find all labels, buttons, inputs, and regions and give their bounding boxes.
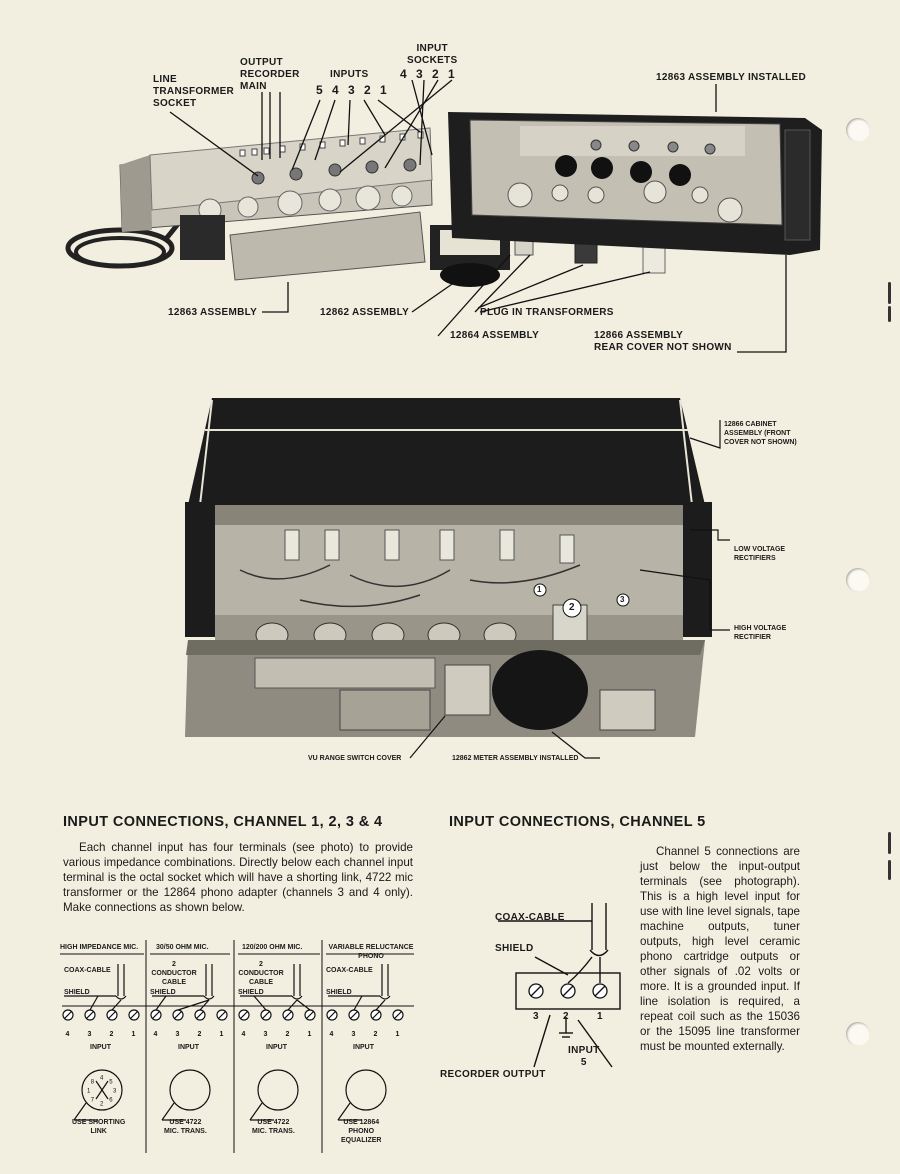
shield-label-1: SHIELD	[64, 989, 90, 996]
label-rectifier: RECTIFIER	[734, 634, 771, 641]
paragraph-channel-1-4: Each channel input has four terminals (see photo) to provide various impedance combinations. Directly below each channel input terminal is the octal socket which will have a shorting link, 4722 mic transformer or the 12864 phono adapter (channels 3 and 4 only). Make connections as shown below.	[63, 841, 413, 914]
label-sockets: SOCKETS	[407, 55, 458, 66]
label-12866-cabinet	[724, 420, 797, 447]
wire-to-terminal	[156, 996, 166, 1010]
octal-socket	[170, 1070, 210, 1110]
socket-pin-number: 7	[90, 1097, 95, 1104]
label-recorder: RECORDER	[240, 69, 300, 80]
heading-channel-1-4: INPUT CONNECTIONS, CHANNEL 1, 2, 3 & 4	[63, 814, 383, 830]
socket-pin-number: 5	[109, 1079, 113, 1086]
input-label-3: INPUT	[266, 1044, 287, 1051]
heading-channel-5: INPUT CONNECTIONS, CHANNEL 5	[449, 814, 706, 830]
cable-end	[204, 996, 214, 999]
input-label-4: INPUT	[353, 1044, 374, 1051]
wire-to-terminal	[297, 1000, 310, 1010]
diagram-title-1: HIGH IMPEDANCE MIC.	[60, 944, 139, 951]
photo-cabinet-illustration	[0, 390, 900, 770]
use-1-line1: USE SHORTING	[72, 1119, 126, 1126]
terminal-number: 2	[373, 1031, 378, 1038]
use-label-1	[72, 1118, 125, 1136]
socket-pin-number: 6	[109, 1097, 113, 1104]
label-cabinet-line3: COVER NOT SHOWN)	[724, 439, 797, 446]
cable-label-3: 2 CONDUCTOR CABLE	[238, 961, 284, 986]
ch5-recorder-output: RECORDER OUTPUT	[440, 1069, 546, 1080]
label-vu-range-switch-cover: VU RANGE SWITCH COVER	[308, 755, 402, 762]
ch5-shield-label: SHIELD	[495, 943, 534, 954]
label-12862-assembly: 12862 ASSEMBLY	[320, 307, 410, 318]
diagram-title-4: VARIABLE RELUCTANCE PHONO	[328, 944, 414, 960]
label-12866-assembly	[594, 330, 732, 354]
use-3-line1: USE 4722	[257, 1119, 290, 1126]
label-cabinet-line1: 12866 CABINET	[724, 421, 777, 428]
ch5-terminal-2: 2	[563, 1011, 569, 1022]
ch5-cable-label: COAX-CABLE	[495, 912, 565, 923]
ch5-terminal-3: 3	[533, 1011, 539, 1022]
socket-pin-number: 2	[100, 1101, 104, 1108]
label-12863-assembly-installed: 12863 ASSEMBLY INSTALLED	[656, 72, 807, 83]
wire-to-terminal	[254, 996, 266, 1010]
label-rectifiers: RECTIFIERS	[734, 555, 776, 562]
terminal-number: 4	[153, 1031, 158, 1038]
label-low-voltage: LOW VOLTAGE	[734, 546, 786, 553]
diagram-title-3: 120/200 OHM MIC.	[242, 944, 303, 951]
shield-label-3: SHIELD	[238, 989, 264, 996]
terminal-number: 4	[241, 1031, 246, 1038]
label-rear-cover: REAR COVER NOT SHOWN	[594, 342, 732, 353]
wire-to-terminal	[354, 996, 362, 1010]
socket-pin-number: 3	[113, 1088, 117, 1095]
label-cabinet-line2: ASSEMBLY (FRONT	[724, 430, 791, 437]
ch5-input-number: 5	[580, 1057, 587, 1068]
terminal-number: 3	[87, 1031, 92, 1038]
wire-to-terminal	[376, 1000, 385, 1010]
wire-to-terminal	[112, 1000, 121, 1010]
use-4-line3: EQUALIZER	[341, 1137, 382, 1144]
photo-equipment-assemblies	[0, 0, 900, 360]
terminal-number: 3	[263, 1031, 268, 1038]
ch5-input-text: INPUT	[568, 1045, 600, 1056]
cable-end	[116, 996, 126, 999]
shield-label-2: SHIELD	[150, 989, 176, 996]
margin-mark	[888, 860, 891, 880]
label-input-sockets	[407, 43, 457, 67]
octal-socket	[258, 1070, 298, 1110]
use-2-line2: MIC. TRANS.	[164, 1128, 207, 1135]
cable-label-4: COAX-CABLE	[326, 967, 373, 974]
label-transformer: TRANSFORMER	[153, 86, 235, 97]
photo-open-cabinet	[0, 390, 900, 770]
cable-end	[380, 996, 390, 999]
socket-pin-number: 8	[90, 1079, 95, 1086]
terminal-number: 1	[131, 1031, 136, 1038]
terminal-number: 1	[307, 1031, 312, 1038]
label-12863-assembly: 12863 ASSEMBLY	[168, 307, 258, 318]
wire-to-terminal	[288, 1000, 297, 1010]
terminal-number: 4	[65, 1031, 70, 1038]
callout-1: 1	[537, 585, 542, 594]
cable-label-1: COAX-CABLE	[64, 967, 111, 974]
callout-2: 2	[569, 602, 575, 613]
terminal-number: 4	[329, 1031, 334, 1038]
label-input-socket-numbers: 4 3 2 1	[400, 67, 458, 81]
label-plug-in-transformers: PLUG IN TRANSFORMERS	[480, 307, 614, 318]
use-1-line2: LINK	[90, 1128, 107, 1135]
use-label-4	[341, 1118, 381, 1145]
label-line-transformer-socket	[153, 74, 234, 110]
shield-label-4: SHIELD	[326, 989, 352, 996]
terminal-number: 1	[219, 1031, 224, 1038]
label-socket: SOCKET	[153, 98, 197, 109]
input-label-2: INPUT	[178, 1044, 199, 1051]
label-12866: 12866 ASSEMBLY	[594, 330, 684, 341]
label-input-numbers: 5 4 3 2 1	[316, 83, 390, 97]
label-12862-meter-assembly: 12862 METER ASSEMBLY INSTALLED	[452, 755, 579, 762]
label-high-voltage: HIGH VOLTAGE	[734, 625, 787, 632]
label-low-voltage-rectifiers	[734, 545, 785, 563]
wiring-diagrams-channel-1-4	[58, 938, 420, 1158]
diagram-title-2: 30/50 OHM MIC.	[156, 944, 209, 951]
use-2-line1: USE 4722	[169, 1119, 202, 1126]
cable-end	[292, 996, 302, 999]
label-line: LINE	[153, 74, 177, 85]
ch5-input-label	[568, 1045, 600, 1069]
octal-socket	[346, 1070, 386, 1110]
wiring-diagram-channel-5	[440, 895, 640, 1085]
terminal-number: 3	[351, 1031, 356, 1038]
use-label-3	[252, 1118, 295, 1136]
label-main: MAIN	[240, 81, 267, 92]
socket-pin-number: 4	[100, 1075, 104, 1082]
label-input: INPUT	[416, 43, 448, 54]
use-4-line1: USE 12864	[343, 1119, 380, 1126]
ch5-terminal-1: 1	[597, 1011, 603, 1022]
use-label-2	[164, 1118, 207, 1136]
paragraph-channel-5: Channel 5 connections are just below the input-output terminals (see photograph). This is a high level input for use with line level signals, tape machine outputs, tuner outputs, high level ceramic phono cartridge outputs or other signals of .02 volts or more. It is a grounded input. If line isolation is required, a repeat coil such as the 15036 or the 15095 line transformer must be mounted externally.	[640, 845, 800, 1053]
terminal-number: 1	[395, 1031, 400, 1038]
label-12864-assembly: 12864 ASSEMBLY	[450, 330, 540, 341]
terminal-number: 2	[197, 1031, 202, 1038]
margin-mark	[888, 832, 891, 854]
socket-pin-number: 1	[87, 1088, 91, 1095]
label-inputs: INPUTS	[330, 69, 369, 80]
use-3-line2: MIC. TRANS.	[252, 1128, 295, 1135]
label-output-recorder-main	[240, 57, 300, 93]
input-label-1: INPUT	[90, 1044, 111, 1051]
terminal-number: 3	[175, 1031, 180, 1038]
label-high-voltage-rectifier	[734, 624, 786, 642]
use-4-line2: PHONO	[348, 1128, 375, 1135]
terminal-number: 2	[109, 1031, 114, 1038]
punch-hole-bottom	[846, 1022, 870, 1046]
terminal-number: 2	[285, 1031, 290, 1038]
cable-label-2: 2 CONDUCTOR CABLE	[151, 961, 197, 986]
wire-to-terminal	[90, 996, 98, 1010]
label-output: OUTPUT	[240, 57, 283, 68]
callout-3: 3	[620, 595, 625, 604]
